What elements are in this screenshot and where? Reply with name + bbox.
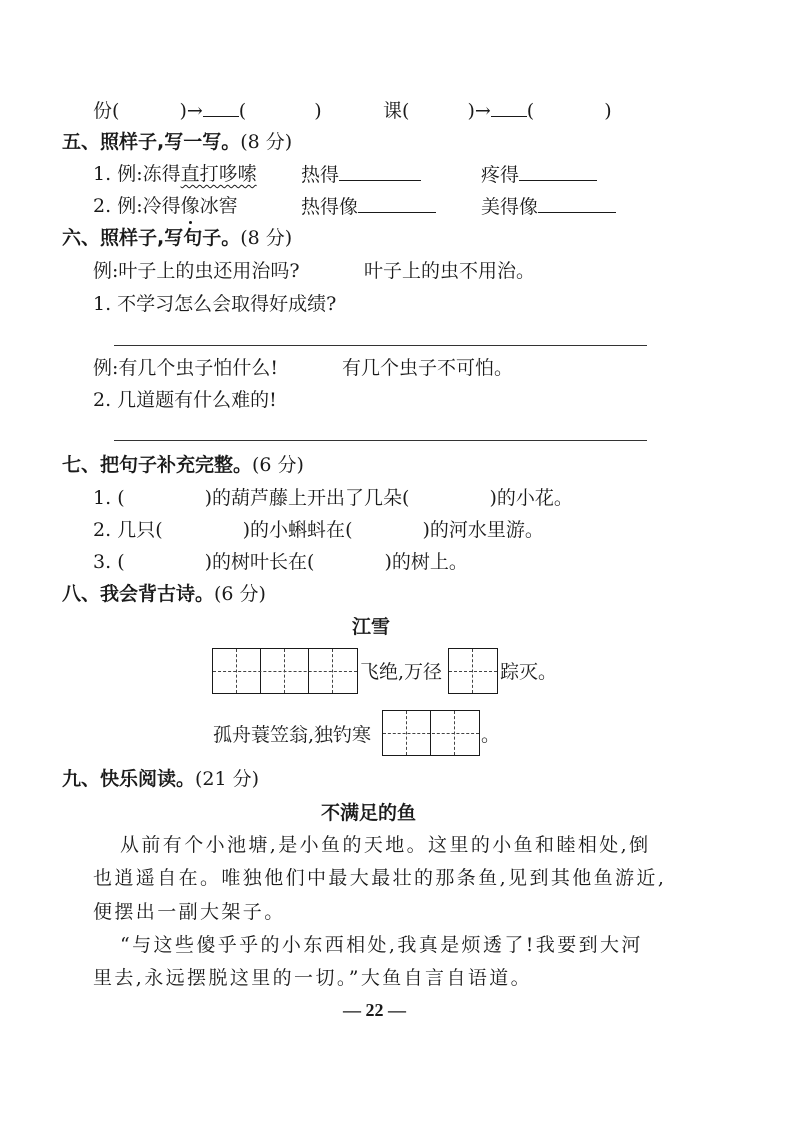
top-word-row: 份( )→ ( ) xyxy=(93,100,322,122)
poem-title: 江雪 xyxy=(352,616,391,638)
poem-grid-2[interactable] xyxy=(448,648,498,694)
section-7-heading: 七、把句子补充完整。(6 分) xyxy=(62,454,304,476)
story-p2-line-1: “与这些傻乎乎的小东西相处,我真是烦透了!我要到大河 xyxy=(120,934,643,956)
poem-line-1-text-a: 飞绝,万径 xyxy=(360,661,443,683)
arrow-icon: → xyxy=(474,100,491,122)
section-5-heading: 五、照样子,写一写。(8 分) xyxy=(62,131,293,153)
s5-item-1b: 疼得 xyxy=(481,162,597,187)
story-title: 不满足的鱼 xyxy=(321,802,417,824)
s7-line-3: 3. ( )的树叶长在( )的树上。 xyxy=(93,551,468,573)
top-word-row-2: 课( )→ ( ) xyxy=(383,100,612,122)
answer-blank[interactable] xyxy=(491,98,527,117)
poem-line-1-text-b: 踪灭。 xyxy=(500,661,558,683)
s6-question-1: 1. 不学习怎么会取得好成绩? xyxy=(93,293,337,315)
poem-grid-3[interactable] xyxy=(382,710,480,756)
poem-line-2-text-a: 孤舟蓑笠翁,独钓寒 xyxy=(213,724,372,746)
section-8-heading: 八、我会背古诗。(6 分) xyxy=(62,583,266,605)
answer-blank[interactable] xyxy=(339,162,421,181)
answer-line[interactable] xyxy=(114,345,647,346)
answer-blank[interactable] xyxy=(538,194,616,213)
story-p1-line-3: 便摆出一副大架子。 xyxy=(93,901,286,923)
s6-example-2-answer: 有几个虫子不可怕。 xyxy=(342,357,514,379)
s5-item-2b: 美得像 xyxy=(481,194,616,219)
answer-blank[interactable] xyxy=(519,162,597,181)
answer-blank[interactable] xyxy=(203,98,239,117)
s7-line-2: 2. 几只( )的小蝌蚪在( )的河水里游。 xyxy=(93,519,544,541)
s5-example-1: 1. 例:冻得直打哆嗦 xyxy=(93,163,257,185)
section-6-heading: 六、照样子,写句子。(8 分) xyxy=(62,227,293,249)
top-char-2: 课 xyxy=(383,100,403,122)
s5-item-2a: 热得像 xyxy=(301,194,436,219)
arrow-icon: → xyxy=(186,100,203,122)
s6-example-1-answer: 叶子上的虫不用治。 xyxy=(364,260,536,282)
answer-line[interactable] xyxy=(114,440,647,441)
wavy-underlined-phrase: 直打哆嗦 xyxy=(180,163,257,185)
s5-example-2: 2. 例:冷得像冰窖 xyxy=(93,195,238,217)
story-p2-line-2: 里去,永远摆脱这里的一切。”大鱼自言自语道。 xyxy=(93,967,533,989)
top-char-1: 份 xyxy=(93,100,113,122)
dotted-char: 像 xyxy=(180,195,200,217)
answer-blank[interactable] xyxy=(358,194,436,213)
poem-grid-1[interactable] xyxy=(212,648,358,694)
poem-line-2-text-b: 。 xyxy=(481,724,501,746)
s6-example-1-question: 例:叶子上的虫还用治吗? xyxy=(93,260,300,282)
story-p1-line-1: 从前有个小池塘,是小鱼的天地。这里的小鱼和睦相处,倒 xyxy=(120,834,651,856)
s7-line-1: 1. ( )的葫芦藤上开出了几朵( )的小花。 xyxy=(93,487,573,509)
s6-question-2: 2. 几道题有什么难的! xyxy=(93,389,277,411)
story-p1-line-2: 也逍遥自在。唯独他们中最大最壮的那条鱼,见到其他鱼游近, xyxy=(93,867,667,889)
page-number: — 22 — xyxy=(343,1000,406,1020)
section-9-heading: 九、快乐阅读。(21 分) xyxy=(62,768,260,790)
s6-example-2-question: 例:有几个虫子怕什么! xyxy=(93,357,279,379)
s5-item-1a: 热得 xyxy=(301,162,421,187)
